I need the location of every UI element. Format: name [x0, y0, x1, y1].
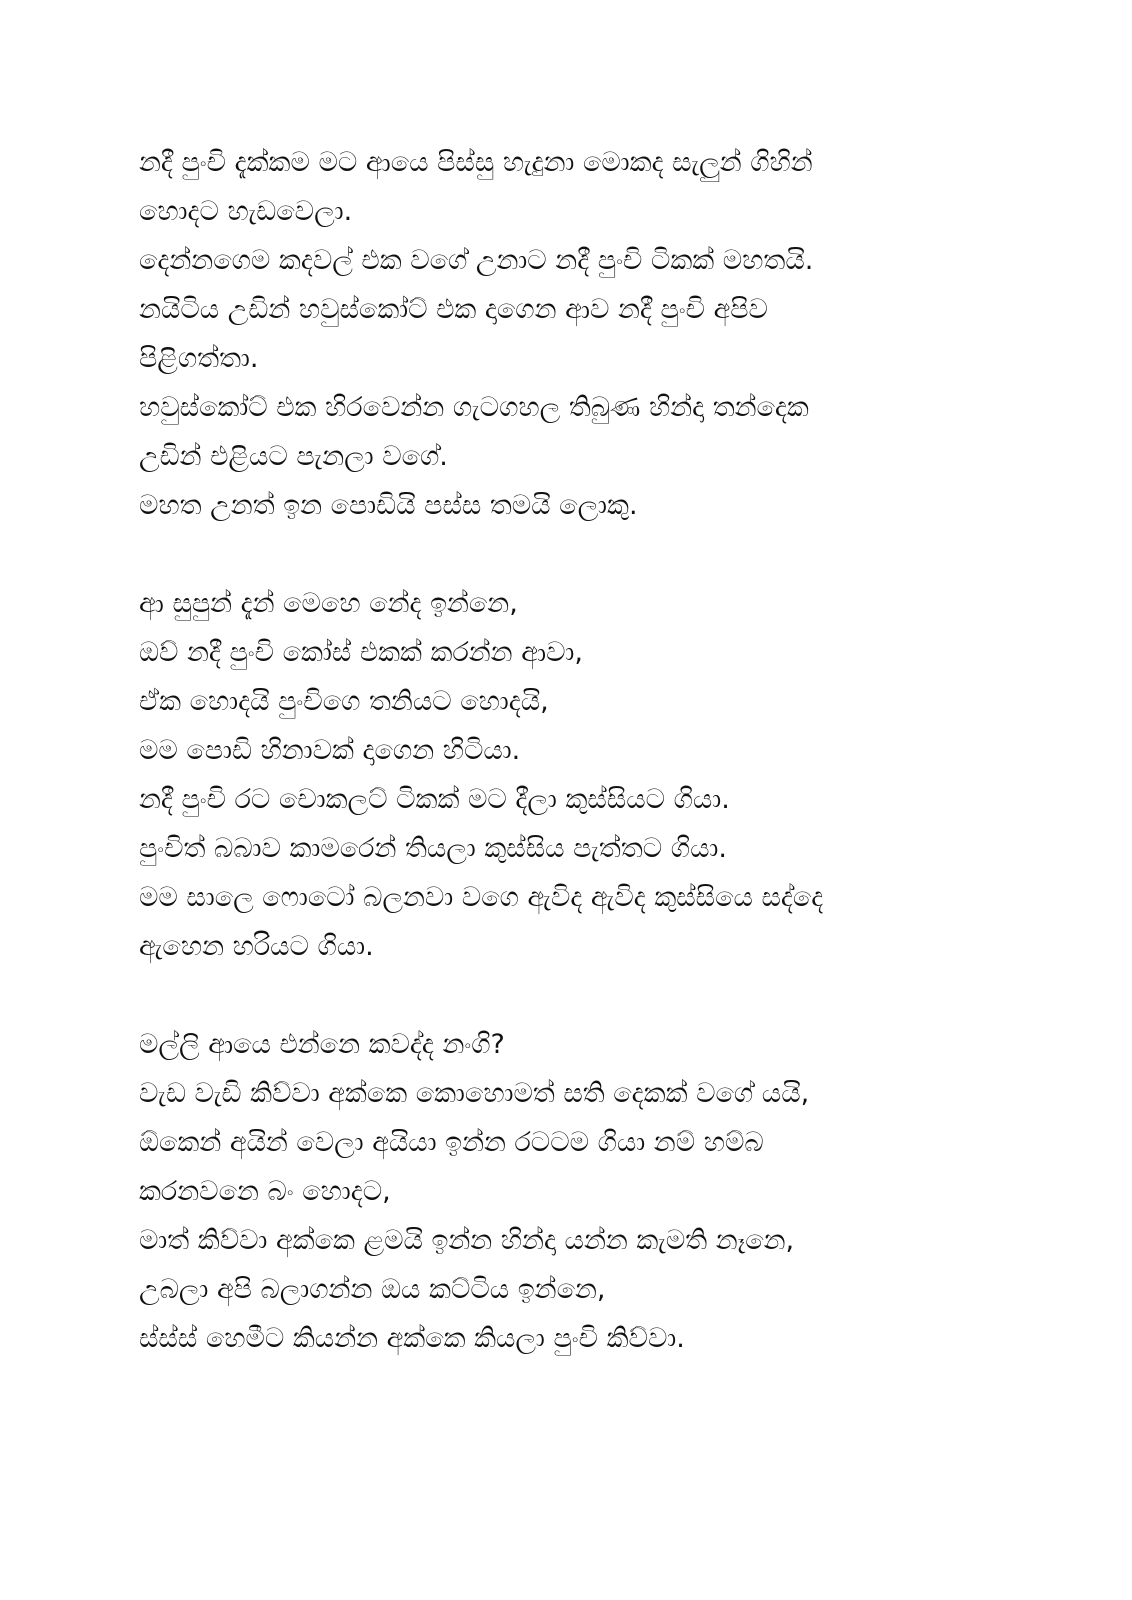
- paragraph-3: [139, 1020, 1019, 1363]
- text-line: මහත උනත් ඉන පොඩියි පස්ස තමයි ලොකු.: [139, 490, 638, 521]
- text-line: කරනවනෙ බං හොදට,: [139, 1176, 391, 1207]
- text-line: මාත් කිව්වා අක්කෙ ළමයි ඉන්න හින්දා යන්න කැමති නෑනෙ,: [139, 1225, 795, 1256]
- paragraph-2: [139, 579, 1019, 971]
- paragraph-spacer: [139, 971, 1019, 1020]
- text-line: නදී පුංචි දැක්කම මට ආයෙ පිස්සු හැදුනා මොකද සැලුන් ගිහින්: [139, 147, 813, 178]
- text-line: උබලා අපි බලාගන්න ඔය කට්ටිය ඉන්නෙ,: [139, 1274, 606, 1305]
- text-line: උඩින් එළියට පැනලා වගේ.: [139, 441, 448, 472]
- text-line: ඇහෙන හරියට ගියා.: [139, 931, 374, 962]
- text-line: මම පොඩි හිනාවක් දාගෙන හිටියා.: [139, 735, 521, 766]
- text-line: ඔව් නදී පුංචි කෝස් එකක් කරන්න ආවා,: [139, 637, 583, 668]
- text-line: නදී පුංචි රට චොකලට් ටිකක් මට දීලා කුස්සියට ගියා.: [139, 784, 730, 815]
- text-line: මම සාලෙ ෆොටෝ බලනවා වගෙ ඇවිද ඇවිද කුස්සියෙ සද්දෙ: [139, 882, 824, 913]
- text-line: නයිටිය උඩින් හවුස්කෝට් එක දාගෙන ආව නදී පුංචි අපිව: [139, 294, 768, 325]
- text-line: ස්ස්ස් හෙමීට කියන්න අක්කෙ කියලා පුංචි කිව්වා.: [139, 1323, 685, 1354]
- paragraph-spacer: [139, 530, 1019, 579]
- text-line: පිළිගත්තා.: [139, 343, 259, 374]
- story-text: [139, 138, 1019, 1363]
- text-line: පුංචිත් බබාව කාමරෙන් තියලා කුස්සිය පැත්තට ගියා.: [139, 833, 727, 864]
- text-line: වැඩ වැඩි කිව්වා අක්කෙ කොහොමත් සති දෙකක් වගේ යයි,: [139, 1078, 810, 1109]
- text-line: හොදට හැඩවෙලා.: [139, 196, 353, 227]
- text-line: මල්ලි ආයෙ එන්නෙ කවද්ද නංගි?: [139, 1029, 505, 1060]
- text-line: ආ සුපුන් දැන් මෙහෙ නේද ඉන්නෙ,: [139, 588, 518, 619]
- paragraph-1: [139, 138, 1019, 530]
- text-line: ඕකෙන් අයින් වෙලා අයියා ඉන්න රටටම ගියා නම් හම්බ: [139, 1127, 764, 1158]
- text-line: දෙන්නගෙම කදවල් එක වගේ උනාට නදී පුංචි ටිකක් මහතයි.: [139, 245, 814, 276]
- text-line: ඒක හොදයි පුංචිගෙ තනියට හොදයි,: [139, 686, 549, 717]
- text-line: හවුස්කෝට් එක හිරවෙන්න ගැටගහල තිබුණ හින්දා තන්දෙක: [139, 392, 809, 423]
